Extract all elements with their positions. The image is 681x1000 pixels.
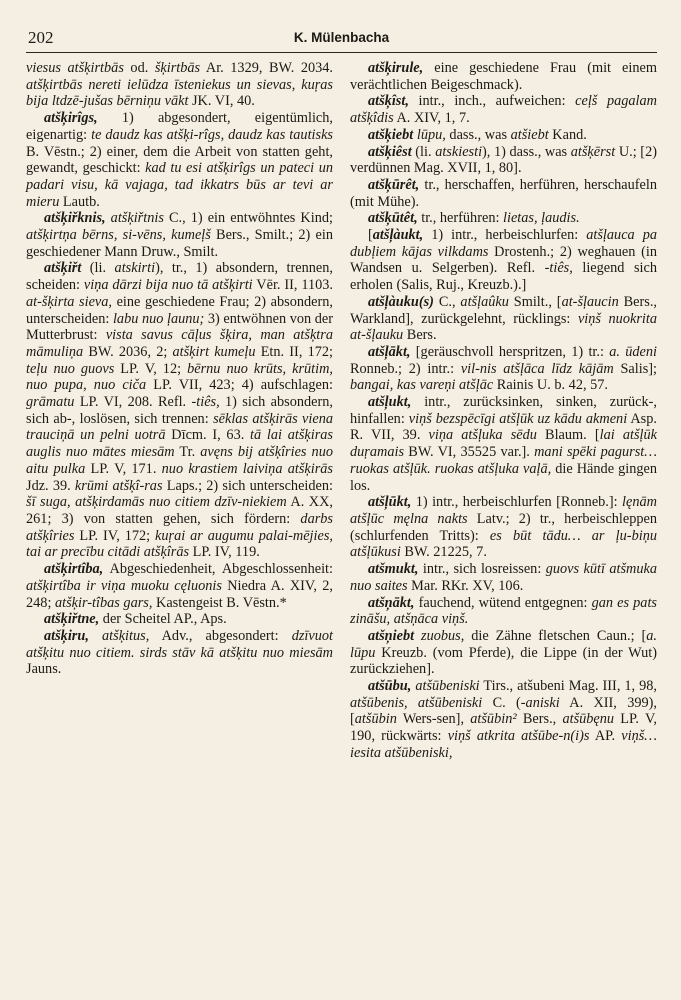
dictionary-entry: atšķūrêt, tr., herschaffen, herführen, herschaufeln (mit Mühe).	[350, 176, 657, 210]
dictionary-entry: atšļàuku(s) C., atšļaûku Smilt., [at-šļaucin Bers., Warkland], zurückgelehnt, rücklings: viņš nuokrita at-šļauku Bers.	[350, 293, 657, 344]
right-column	[350, 60, 657, 762]
left-column	[26, 60, 333, 762]
dictionary-entry: atšļākt, [geräuschvoll herspritzen, 1) tr.: a. ūdeni Ronneb.; 2) intr.: vil-nis atšļāca līdz kājām Salis]; bangai, kas vareņi atšļāc Rainis U. b. 42, 57.	[350, 343, 658, 394]
dictionary-entry: atšķiebt lūpu, dass., was atšiebt Kand.	[368, 126, 587, 143]
dictionary-entry: atšūbu, atšūbeniski Tirs., atšubeni Mag. III, 1, 98, atšūbenis, atšūbeniski C. (-aniski A. XII, 399), [atšūbin Wers-sen], atšūbin² Bers., atšūbęnu LP. V, 190, rückwärts: viņš atkrita atšūbe-n(i)s AP. viņš… iesita atšūbeniski,	[350, 678, 657, 761]
dictionary-entry: atšķiêst (li. atskiesti), 1) dass., was atšķērst U.; [2) verdünnen Mag. XVII, 1, 80].	[350, 143, 657, 177]
dictionary-entry: [atšļàukt, 1) intr., herbeischlurfen: atšļauca pa dubļiem kājas vilkdams Drostenh.; 2) weghauen (in Wandsen u. Selgerben). Refl. -tiês, liegend sich erholen (Salis, Ruj., Kreuzb.).]	[350, 227, 657, 294]
dictionary-entry: atšķirule, eine geschiedene Frau (mit einem verächtlichen Beigeschmack).	[350, 60, 657, 93]
running-title: K. Mülenbacha	[293, 30, 390, 45]
text-columns	[26, 60, 657, 762]
dictionary-entry: atšķiřt (li. atskirti), tr., 1) absondern, trennen, scheiden: viņa dārzi bija nuo tā atšķirti Vēr. II, 1103. at-šķirta sieva, eine geschiedene Frau; 2) absondern, unterscheiden: labu nuo ļaunu; 3) entwöhnen von der Mutterbrust: vista savus cāļus šķira, man atšķtra māmuliņa BW. 2036, 2; atšķirt kumeļu Etn. II, 172; teļu nuo guovs LP. V, 12; bērnu nuo krūts, krūtim, nuo pupa, nuo ciča LP. VII, 423; 4) aufschlagen: grāmatu LP. VI, 208. Refl. -tiês, 1) sich absondern, sich ab-, loslösen, sich trennen: sēklas atšķirās viena trauciņā un pelni uotrā Dīcm. I, 63. tā lai atšķiras auglis nuo mātes miesām Tr. avęns bij atšķîries nuo aitu pulka LP. V, 171. nuo krastiem laiviņa atšķirās Jdz. 39. krūmi atšķî-ras Laps.; 2) sich unterscheiden: šī suga, atšķirdamās nuo citiem dzīv-niekiem A. XX, 261; 3) von statten gehen, sich fördern: darbs atšķîries LP. IV, 172; kuŗai ar augumu palai-mējies, tai ar precību citādi atšķîrās LP. IV, 119.	[26, 260, 334, 561]
dictionary-entry: atšņākt, fauchend, wütend entgegnen: gan es pats zināšu, atšņāca viņš.	[350, 594, 657, 628]
dictionary-entry: atšķiřknis, atšķiřtnis C., 1) ein entwöhntes Kind; atšķirtņa bērns, si-vēns, kumeļš Bers., Smilt.; 2) ein geschiedener Mann Druw., Smilt.	[26, 210, 333, 260]
dictionary-entry: atšļūkt, 1) intr., herbeischlurfen [Ronneb.]: lęnām atšļūc męlna nakts Latv.; 2) tr., herbeischleppen (schlurfenden Tritts): es būt tādu… ar ļu-biņu atšļūkusi BW. 21225, 7.	[350, 494, 657, 561]
dictionary-entry: atšņiebt zuobus, die Zähne fletschen Caun.; [a. lūpu Kreuzb. (vom Pferde), die Lippe (in der Wut) zurückziehen].	[350, 627, 657, 678]
page-number: 202	[28, 28, 54, 47]
dictionary-entry: viesus atšķirtbās od. šķirtbās Ar. 1329, BW. 2034. atšķirtbās nereti ielūdza īsteniekus un sievas, kuŗas bija ltdzē-jušas bērniņu vākt JK. VI, 40.	[26, 60, 333, 110]
dictionary-entry: atšķirîgs, 1) abgesondert, eigentümlich, eigenartig: te daudz kas atšķi-rîgs, daudz kas tautisks B. Vēstn.; 2) einer, dem die Arbeit von statten geht, gewandt, geschickt: kad tu esi atšķirîgs un pateci un padari visu, kā vajaga, tad ikkatrs būs ar tevi ar mieru Lautb.	[26, 110, 333, 210]
dictionary-entry: atšķirtîba, Abgeschiedenheit, Abgeschlossenheit: atšķirtîba ir viņa muoku cęluonis Niedra A. XIV, 2, 248; atšķir-tîbas gars, Kastengeist B. Vēstn.*	[26, 561, 333, 611]
dictionary-entry: atšķiru, atšķitus, Adv., abgesondert: dzīvuot atšķitu nuo citiem. sirds stāv kā atšķitu nuo miesām Jauns.	[26, 627, 333, 678]
dictionary-entry: atšķiřtne, der Scheitel AP., Aps.	[44, 611, 227, 628]
page-header	[26, 26, 657, 53]
dictionary-entry: atšķîst, intr., inch., aufweichen: ceļš pagalam atšķîdis A. XIV, 1, 7.	[350, 93, 657, 127]
dictionary-entry: atšmukt, intr., sich losreissen: guovs kūtī atšmuka nuo saites Mar. RKr. XV, 106.	[350, 561, 657, 594]
dictionary-entry: atšķūtêt, tr., herführen: lietas, ļaudis.	[368, 210, 580, 227]
dictionary-entry: atšļukt, intr., zurücksinken, sinken, zurück-, hinfallen: viņš bezspēcīgi atšļūk uz kādu akmeni Asp. R. VII, 39. viņa atšļuka sēdu Blaum. [lai atšļūk duŗamais BW. VI, 35525 var.]. mani spēki pagurst… ruokas atšļūk. ruokas atšļuka vaļā, die Hände gingen los.	[350, 394, 657, 494]
